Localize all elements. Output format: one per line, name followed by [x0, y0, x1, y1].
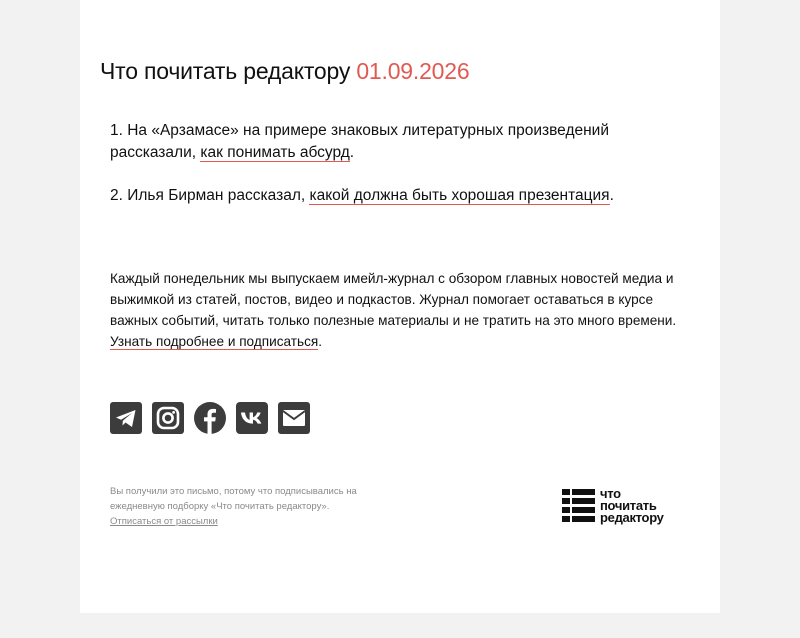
facebook-icon[interactable] — [194, 402, 226, 434]
logo-line: почитать — [600, 498, 657, 513]
news-list — [110, 120, 650, 228]
email-card — [80, 0, 720, 613]
brand-logo — [562, 488, 692, 524]
social-links — [110, 402, 320, 434]
subscription-reason: Вы получили это письмо, потому что подписывались на ежедневную подборку «Что почитать редактору». — [110, 486, 357, 512]
about-text: Каждый понедельник мы выпускаем имейл-журнал с обзором главных новостей медиа и выжимкой из статей, постов, видео и подкастов. Журнал помогает оставаться в курсе важных событий, читать только полезные материалы и не тратить на это много времени. — [110, 271, 677, 328]
email-icon[interactable] — [278, 402, 310, 434]
vk-icon[interactable] — [236, 402, 268, 434]
subscribe-link[interactable]: Узнать подробнее и подписаться — [110, 334, 319, 349]
logo-wordmark — [600, 488, 664, 524]
about-paragraph — [110, 268, 695, 352]
telegram-icon[interactable] — [110, 402, 142, 434]
logo-line: что — [600, 486, 621, 501]
presentation-article-link[interactable]: какой должна быть хорошая презентация — [309, 187, 610, 204]
title-text: Что почитать редактору — [100, 58, 351, 84]
absurd-article-link[interactable]: как понимать абсурд — [200, 144, 350, 161]
page-title — [100, 58, 469, 85]
item-text: 2. Илья Бирман рассказал, — [110, 187, 310, 204]
issue-date: 01.09.2026 — [356, 58, 470, 84]
list-item — [110, 120, 650, 164]
item-punct: . — [349, 144, 355, 161]
logo-line: редактору — [600, 510, 664, 525]
list-item — [110, 185, 650, 207]
footer-note — [110, 484, 400, 529]
unsubscribe-link[interactable]: Отписаться от рассылки — [110, 516, 218, 527]
logo-mark-icon — [562, 488, 596, 522]
item-punct: . — [609, 187, 614, 204]
instagram-icon[interactable] — [152, 402, 184, 434]
item-text: 1. На «Арзамасе» на примере знаковых литературных произведений рассказали, — [110, 122, 609, 161]
about-punct: . — [318, 334, 323, 349]
